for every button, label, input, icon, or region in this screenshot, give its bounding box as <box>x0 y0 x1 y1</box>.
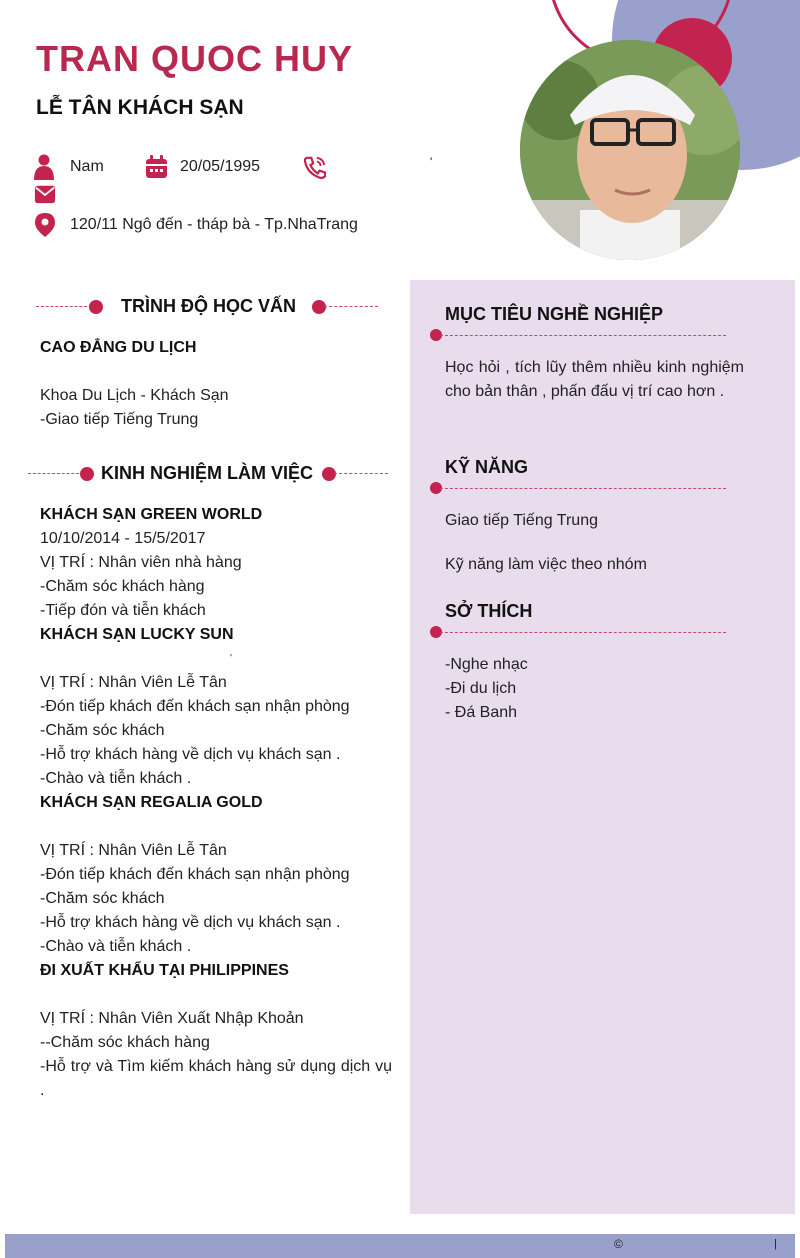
birthday-info <box>145 154 260 180</box>
job-position: VỊ TRÍ : Nhân Viên Lễ Tân <box>40 842 227 859</box>
divider-dot <box>80 467 94 481</box>
divider <box>440 335 726 336</box>
job-task: -Chăm sóc khách <box>40 890 165 907</box>
calendar-icon <box>145 154 167 180</box>
job-task: -Chào và tiễn khách . <box>40 938 192 955</box>
job-dates: 10/10/2014 - 15/5/2017 <box>40 530 206 547</box>
hobbies-list <box>445 653 528 725</box>
skill-item: Kỹ năng làm việc theo nhóm <box>445 556 647 573</box>
divider <box>334 473 388 474</box>
school-name: CAO ĐẲNG DU LỊCH <box>40 339 197 356</box>
avatar <box>520 40 740 260</box>
job-task: --Chăm sóc khách hàng <box>40 1034 210 1051</box>
divider <box>36 306 92 307</box>
hobby-item: -Đi du lịch <box>445 680 517 697</box>
experience-title: KINH NGHIỆM LÀM VIỆC <box>101 463 314 483</box>
education-line: Khoa Du Lịch - Khách Sạn <box>40 387 229 404</box>
divider <box>324 306 378 307</box>
gender-value: Nam <box>70 158 104 175</box>
education-section <box>40 336 400 432</box>
divider-dot <box>312 300 326 314</box>
divider-dot <box>322 467 336 481</box>
experience-section <box>40 503 392 1103</box>
hobby-item: - Đá Banh <box>445 704 518 721</box>
right-panel <box>410 280 795 1214</box>
location-pin-icon <box>34 212 56 238</box>
job-task: -Hỗ trợ khách hàng về dịch vụ khách sạn . <box>40 914 341 931</box>
job-position: VỊ TRÍ : Nhân Viên Xuất Nhập Khoản <box>40 1010 304 1027</box>
hobbies-title: SỞ THÍCH <box>445 601 533 621</box>
hobby-item: -Nghe nhạc <box>445 656 528 673</box>
company-name: KHÁCH SẠN REGALIA GOLD <box>40 794 263 811</box>
address-value: 120/11 Ngô đến - tháp bà - Tp.NhaTrang <box>70 216 358 233</box>
education-line: -Giao tiếp Tiếng Trung <box>40 411 199 428</box>
skill-item: Giao tiếp Tiếng Trung <box>445 512 598 529</box>
email-info <box>34 181 69 207</box>
job-task: -Đón tiếp khách đến khách sạn nhận phòng <box>40 698 350 715</box>
job-position: VỊ TRÍ : Nhân Viên Lễ Tân <box>40 674 227 691</box>
divider <box>440 488 726 489</box>
job-position: VỊ TRÍ : Nhân viên nhà hàng <box>40 554 242 571</box>
full-name: TRAN QUOC HUY <box>36 38 353 79</box>
company-name: KHÁCH SẠN GREEN WORLD <box>40 506 263 523</box>
objective-text: Học hỏi , tích lũy thêm nhiều kinh nghiệm cho bản thân , phấn đấu vị trí cao hơn . <box>445 359 744 400</box>
company-name: ĐI XUẤT KHẨU TẠI PHILIPPINES <box>40 962 289 979</box>
phone-info <box>304 154 326 180</box>
job-task: -Chăm sóc khách <box>40 722 165 739</box>
divider-dot <box>89 300 103 314</box>
job-title: LỄ TÂN KHÁCH SẠN <box>36 96 244 119</box>
phone-value: ' <box>430 155 433 169</box>
person-icon <box>34 154 56 180</box>
birthday-value: 20/05/1995 <box>180 158 261 175</box>
job-dates: ' <box>230 653 232 664</box>
divider <box>440 632 726 633</box>
copyright-text: © <box>614 1237 623 1251</box>
job-task: -Chăm sóc khách hàng <box>40 578 205 595</box>
job-task: -Đón tiếp khách đến khách sạn nhận phòng <box>40 866 350 883</box>
envelope-icon <box>34 181 56 207</box>
gender-info <box>34 154 104 180</box>
job-task: -Tiếp đón và tiễn khách <box>40 602 206 619</box>
skills-title: KỸ NĂNG <box>445 457 529 477</box>
footer-mark: | <box>774 1238 777 1250</box>
footer-bar <box>5 1234 795 1258</box>
education-title: TRÌNH ĐỘ HỌC VẤN <box>121 296 296 316</box>
job-task: -Hỗ trợ khách hàng về dịch vụ khách sạn . <box>40 746 341 763</box>
address-info <box>34 212 358 238</box>
phone-icon <box>304 154 326 180</box>
divider <box>28 473 84 474</box>
company-name: KHÁCH SẠN LUCKY SUN <box>40 626 234 643</box>
objective-title: MỤC TIÊU NGHỀ NGHIỆP <box>445 304 664 324</box>
job-task: -Chào và tiễn khách . <box>40 770 192 787</box>
job-task: -Hỗ trợ và Tìm kiếm khách hàng sử dụng dịch vụ . <box>40 1058 392 1099</box>
